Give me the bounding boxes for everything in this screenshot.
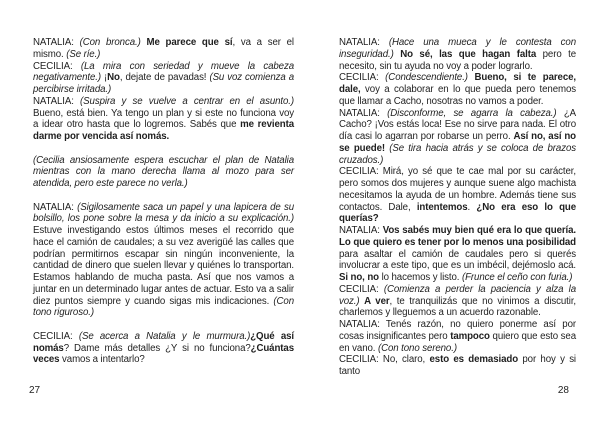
dialogue-text: Estuve investigando estos últimos meses el recorrido que hace el camión de caudales; a su vez averigüé las calles que podrían permitirnos escapar sin ningún inconveniente, la cantidad de dinero que suelen llevar y quiénes lo transportan. Estamos hablando de mucha pasta. Así que nos vamos a juntar en un determinado lugar antes de actuar. Esto va a salir diez puntos siempre y cuando sigas mis indicaciones. <box>33 225 294 307</box>
text-block-right <box>339 37 576 378</box>
stage-note-italic-text: (Comienza a perder la paciencia y alza la voz.) <box>339 283 576 307</box>
emphasis-bold-text: esto es demasiado <box>429 354 519 366</box>
emphasis-bold-text: A ver <box>364 295 390 307</box>
emphasis-bold-text: Así no, así no se puede! <box>339 131 576 154</box>
dialogue-text: NATALIA: <box>339 37 389 48</box>
stage-note-italic-text: (Sigilosamente saca un papel y una lapicera de su bolsillo, los pone sobre la mesa y da inicio a su explicación.) <box>33 201 295 225</box>
emphasis-bold-text: Si no, no <box>339 272 379 283</box>
dialogue-paragraph <box>339 72 576 107</box>
emphasis-bold-text: ¿Qué así nomás <box>33 330 294 354</box>
stage-note-italic-text: (La mira con seriedad y mueve la cabeza negativamente.) <box>33 60 294 84</box>
dialogue-text: NATALIA: <box>33 37 80 48</box>
stage-note-italic-text: (Disconforme, se agarra la cabeza.) <box>387 107 564 119</box>
dialogue-text: . <box>467 201 477 213</box>
dialogue-text: vamos a intentarlo? <box>59 354 145 366</box>
page-number-left: 27 <box>29 385 41 396</box>
stage-note-italic-text: (Se tira hacia atrás y se coloca de brazos cruzados.) <box>339 142 576 166</box>
dialogue-text: ¡ <box>104 72 108 84</box>
dialogue-paragraph <box>33 96 294 143</box>
dialogue-paragraph <box>339 319 576 354</box>
stage-note-italic-text: (Suspira y se vuelve a centrar en el asunto.) <box>80 95 295 107</box>
dialogue-paragraph <box>33 331 294 366</box>
emphasis-bold-text: Vos sabés muy bien qué era lo que quería. Lo que quiero es tener por lo menos una posibilidad <box>339 225 577 248</box>
stage-note-italic-text: (Hace una mueca y le contesta con inseguridad.) <box>339 37 576 60</box>
dialogue-paragraph <box>339 108 576 167</box>
dialogue-text: CECILIA: <box>33 330 79 342</box>
stage-note-italic-text: (Su voz comienza a percibirse irritada.) <box>33 72 294 95</box>
dialogue-text: NATALIA: <box>339 107 388 119</box>
dialogue-paragraph <box>33 37 294 61</box>
text-block-left <box>33 37 294 366</box>
dialogue-text: CECILIA: Mirá, yo sé que te cae mal por su carácter, pero somos dos mujeres y aunque suene algo machista necesitamos la ayuda de un hombre. Además tiene sus contactos. Dale, <box>339 166 576 213</box>
dialogue-text: CECILIA: <box>339 72 386 84</box>
dialogue-paragraph <box>339 354 576 378</box>
dialogue-text: quiero que esto sea en vano. <box>339 330 576 354</box>
dialogue-text: NATALIA: <box>339 225 383 236</box>
emphasis-bold-text: tampoco <box>450 330 490 342</box>
stage-note-italic-text: (Con tono riguroso.) <box>33 295 294 319</box>
dialogue-paragraph <box>339 225 576 284</box>
dialogue-text: ? Dame más detalles ¿Y si no funciona? <box>63 342 251 354</box>
dialogue-paragraph <box>33 61 294 96</box>
dialogue-text: pero te necesito, sin tu ayuda no voy a poder lograrlo. <box>339 48 576 72</box>
stage-note-italic-text: (Cecilia ansiosamente espera escuchar el plan de Natalia mientras con la mano derecha llama al mozo para ser atendida, pero este parece no verla.) <box>33 154 294 189</box>
stage-note-italic-text: (Condescendiente.) <box>385 72 475 84</box>
emphasis-bold-text: Me parece que sí <box>146 37 233 48</box>
emphasis-bold-text: ¿Cuántas veces <box>33 342 294 366</box>
dialogue-text: por hoy y si tanto <box>339 354 576 377</box>
dialogue-text: ¿A Cacho? ¡Vos estás loca! Ese no sirve para nada. El otro día casi lo agarran por robarse un perro. <box>339 107 576 142</box>
dialogue-paragraph <box>33 202 294 320</box>
dialogue-text: Bueno, está bien. Ya tengo un plan y si este no funciona voy a idear otro hasta que lo logremos. Sabés que <box>33 107 294 131</box>
dialogue-text: lo hacemos y listo. <box>379 272 462 283</box>
stage-direction-paragraph <box>33 155 294 190</box>
dialogue-text: CECILIA: <box>339 283 384 295</box>
dialogue-text: , te tranquilizás que no vinimos a discutir, charlemos y lleguemos a un acuerdo razonable. <box>339 295 577 319</box>
dialogue-text: voy a colaborar en lo que pueda pero tenemos que llamar a Cacho, nosotras no vamos a poder. <box>339 84 576 107</box>
stage-note-italic-text: (Se ríe.) <box>66 48 101 60</box>
dialogue-text: NATALIA: <box>33 201 78 213</box>
emphasis-bold-text: Bueno, si te parece, dale, <box>339 72 577 95</box>
dialogue-text: NATALIA: Tenés razón, no quiero ponerme así por cosas insignificantes pero <box>339 319 576 342</box>
emphasis-bold-text: No <box>107 72 120 84</box>
dialogue-paragraph <box>339 37 576 72</box>
emphasis-bold-text: No sé, las que hagan falta <box>400 48 537 60</box>
dialogue-text: NATALIA: <box>33 95 81 107</box>
page-number-right: 28 <box>557 385 569 396</box>
dialogue-text: , va a ser el mismo. <box>33 37 294 60</box>
dialogue-paragraph <box>339 166 576 225</box>
stage-note-italic-text: (Con tono sereno.) <box>377 342 457 354</box>
dialogue-text: CECILIA: <box>33 60 81 72</box>
stage-note-italic-text: (Con bronca.) <box>79 37 147 48</box>
emphasis-bold-text: me revienta darme por vencida así nomás. <box>33 119 294 142</box>
dialogue-text: , dejate de pavadas! <box>119 72 210 84</box>
emphasis-bold-text: ¿No era eso lo que querías? <box>339 201 576 225</box>
dialogue-paragraph <box>339 284 576 319</box>
stage-note-italic-text: (Frunce el ceño con furia.) <box>461 272 573 283</box>
stage-note-italic-text: (Se acerca a Natalia y le murmura.) <box>78 330 251 342</box>
dialogue-text: para asaltar el camión de caudales pero si querés involucrar a este tipo, que es un imbécil, dejémoslo acá. <box>339 248 576 272</box>
emphasis-bold-text: intentemos <box>416 201 468 213</box>
dialogue-text: CECILIA: No, claro, <box>339 354 430 366</box>
